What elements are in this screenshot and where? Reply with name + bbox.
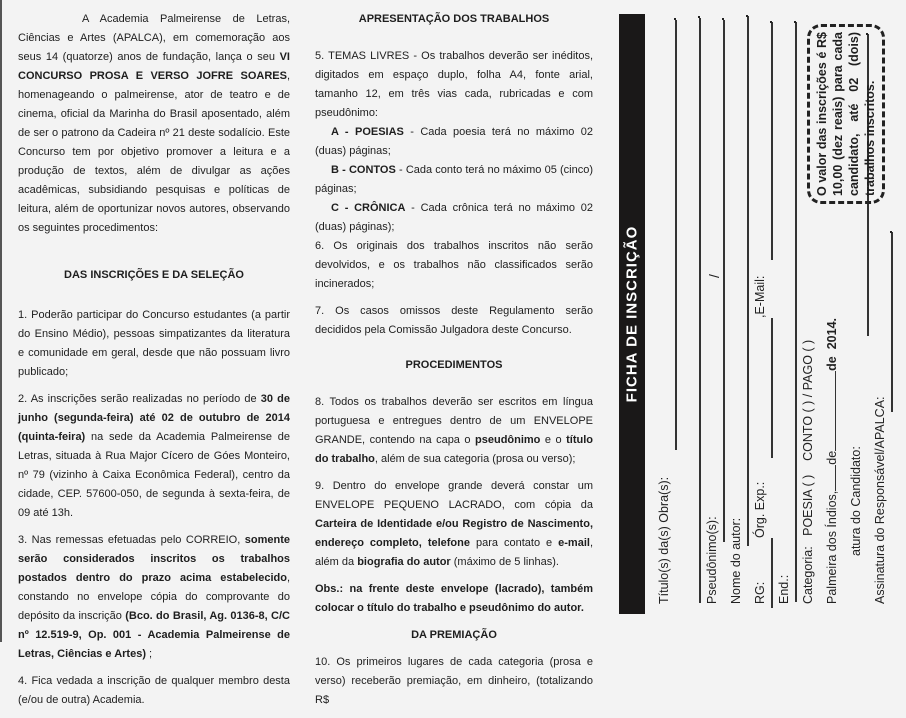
option-poesia[interactable]: POESIA ( ) [801, 474, 815, 536]
line-dot [746, 15, 748, 17]
item-9 [315, 477, 593, 572]
item-9-contact: para contato e [470, 537, 559, 549]
item-9-also: , além da [315, 537, 593, 568]
category-b-label: B - CONTOS [331, 164, 396, 176]
intro-text-cont: , homenageando o palmeirense, ator de teatro e de cinema, oficial da Marinha do Brasil aposentado, além de ser o patrono da Cadeira nº 21 deste sodalício. Este Concurso tem por objetivo promover a leitura e a produção de textos, além de divulgar as ações acadêmicas, subsidiando pesquisas e políticas de leitura, além de oportunizar novos autores, observando os seguintes procedimentos: [18, 70, 290, 234]
item-10: 10. Os primeiros lugares de cada categoria (prosa e verso) receberão premiação, em dinheiro, (totalizando R$ [315, 656, 593, 706]
line-dot [890, 231, 892, 233]
category-b [315, 161, 593, 199]
column-apresentacao [315, 10, 593, 718]
category-a-label: A - POESIAS [331, 126, 404, 138]
heading-procedimentos: PROCEDIMENTOS [405, 359, 503, 371]
obs-note: Obs.: na frente deste envelope (lacrado), também colocar o título do trabalho e pseudônimo do autor. [315, 583, 593, 614]
line-org-exp[interactable] [771, 318, 773, 458]
label-titulo: Título(s) da(s) Obra(s): [657, 476, 671, 604]
item-8-end: , além de sua categoria (prosa ou verso); [374, 453, 576, 465]
line-dot [794, 21, 796, 23]
item-3-bank: (Bco. do Brasil, Ag. 0136-8, C/C nº 12.519-9, Op. 001 - Academia Palmeirense de Letras, Ciências e Artes) [18, 610, 290, 660]
item-3 [18, 531, 290, 664]
line-dot [674, 18, 676, 20]
line-nome[interactable] [747, 16, 749, 546]
item-8-titulo: título do trabalho [315, 434, 593, 465]
pseudonimo-separator: / [705, 274, 722, 278]
label-categoria [800, 340, 816, 604]
line-dot [770, 21, 772, 23]
item-2-text: 2. As inscrições serão realizadas no período de [18, 393, 261, 405]
field-email[interactable] [752, 260, 768, 318]
line-rg[interactable] [771, 538, 773, 608]
item-7: 7. Os casos omissos deste Regulamento serão decididos pela Comissão Julgadora deste Concurso. [315, 305, 593, 336]
item-9-docs: Carteira de Identidade e/ou Registro de Nascimento, endereço completo, telefone [315, 518, 593, 549]
item-6: 6. Os originais dos trabalhos inscritos não serão devolvidos, e os trabalhos não classificados serão incinerados; [315, 240, 593, 290]
category-c [315, 199, 593, 237]
intro-text: A Academia Palmeirense de Letras, Ciências e Artes (APALCA), em comemoração aos seus 14 (quatorze) anos de fundação, lança o seu [18, 13, 290, 63]
item-9-email: e-mail [558, 537, 590, 549]
line-email[interactable] [771, 22, 773, 260]
heading-apresentacao: APRESENTAÇÃO DOS TRABALHOS [358, 13, 550, 25]
de-label-2: de [825, 356, 839, 371]
line-pseudonimo[interactable] [723, 20, 725, 542]
label-org-exp: Órg. Exp.: [753, 481, 767, 538]
form-title-bar [619, 14, 645, 614]
item-2-address: na sede da Academia Palmeirense de Letras, situada à Rua Major Cícero de Góes Monteiro, nº 79 (vizinho à Caixa Econômica Federal), centro da cidade, CEP. 57600-050, de segunda à sexta-feira, de 09 até 13h. [18, 431, 290, 519]
de-label: de [825, 450, 839, 465]
fee-notice: O valor das inscrições é R$ 10,00 (dez reais) para cada candidato, até 02 (dois) trabalhos inscritos. [815, 32, 877, 196]
label-assinatura-responsavel: Assinatura do Responsável/APALCA: [873, 396, 887, 604]
contest-name: VI CONCURSO PROSA E VERSO JOFRE SOARES [18, 51, 290, 82]
heading-inscricoes: DAS INSCRIÇÕES E DA SELEÇÃO [64, 269, 244, 281]
category-c-label: C - CRÔNICA [331, 202, 406, 214]
category-c-text: - Cada crônica terá no máximo 02 (duas) páginas); [315, 202, 593, 233]
column-inscricoes [18, 10, 290, 718]
label-end: End.: [777, 574, 791, 604]
page-left-border [0, 0, 2, 642]
line-titulo-cont[interactable] [699, 18, 701, 603]
city-label: Palmeira dos Índios, [825, 490, 839, 604]
item-8-pseudonimo: pseudônimo [475, 434, 541, 446]
option-conto-pago[interactable]: CONTO ( ) / PAGO ( ) [801, 339, 815, 461]
registration-form [612, 0, 906, 642]
item-8-and: e o [540, 434, 567, 446]
year-label: 2014. [825, 318, 839, 350]
item-4: 4. Fica vedada a inscrição de qualquer membro desta (e/ou de outra) Academia. [18, 675, 290, 706]
categoria-label: Categoria: [801, 546, 815, 604]
item-9-text: 9. Dentro do envelope grande deverá constar um ENVELOPE PEQUENO LACRADO, com cópia da [315, 480, 593, 511]
item-2 [18, 390, 290, 523]
form-title: FICHA DE INSCRIÇÃO [623, 225, 641, 403]
field-org-exp[interactable] [752, 458, 768, 538]
item-3-text: 3. Nas remessas efetuadas pelo CORREIO, [18, 534, 245, 546]
item-1: 1. Poderão participar do Concurso estudantes (a partir do Ensino Médio), pessoas simpatizantes da literatura e comunidade em geral, desde que não possuam livro publicado; [18, 309, 290, 378]
heading-premiacao: DA PREMIAÇÃO [411, 629, 497, 641]
category-a-text: - Cada poesia terá no máximo 02 (duas) páginas; [315, 126, 593, 157]
item-3-deadline: somente serão considerados inscritos os trabalhos postados dentro do prazo acima estabelecido [18, 534, 290, 584]
item-9-end: (máximo de 5 linhas). [450, 556, 559, 568]
label-assinatura-candidato: atura do Candidato: [849, 446, 863, 556]
category-a [315, 123, 593, 161]
line-assinatura-responsavel[interactable] [891, 232, 893, 412]
line-end[interactable] [795, 22, 797, 602]
line-titulo[interactable] [675, 20, 677, 450]
item-9-bio: biografia do autor [357, 556, 451, 568]
label-nome: Nome do autor: [729, 517, 743, 604]
item-3-end: ; [145, 648, 153, 660]
label-palmeira [824, 318, 840, 604]
label-email: ,E-Mail: [753, 275, 767, 318]
label-rg: RG: [753, 581, 767, 604]
item-2-dates: 30 de junho (segunda-feira) até 02 de outubro de 2014 (quinta-feira) [18, 393, 290, 443]
fee-notice-box [807, 24, 885, 204]
label-pseudonimo: Pseudônimo(s): [705, 516, 719, 604]
line-dot [698, 16, 700, 18]
intro-paragraph [18, 10, 290, 238]
item-3-text-cont: , constando no envelope cópia do comprovante do depósito da inscrição [18, 572, 290, 622]
line-dot [722, 18, 724, 20]
category-b-text: - Cada conto terá no máximo 05 (cinco) páginas; [315, 164, 593, 195]
item-8-text: 8. Todos os trabalhos deverão ser escritos em língua portuguesa e entregues dentro de um ENVELOPE GRANDE, contendo na capa o [315, 396, 593, 446]
item-5: 5. TEMAS LIVRES - Os trabalhos deverão ser inéditos, digitados em espaço duplo, folha A4, fonte arial, tamanho 12, em três vias cada, rubricadas e com pseudônimo: [315, 50, 593, 119]
item-8 [315, 393, 593, 469]
